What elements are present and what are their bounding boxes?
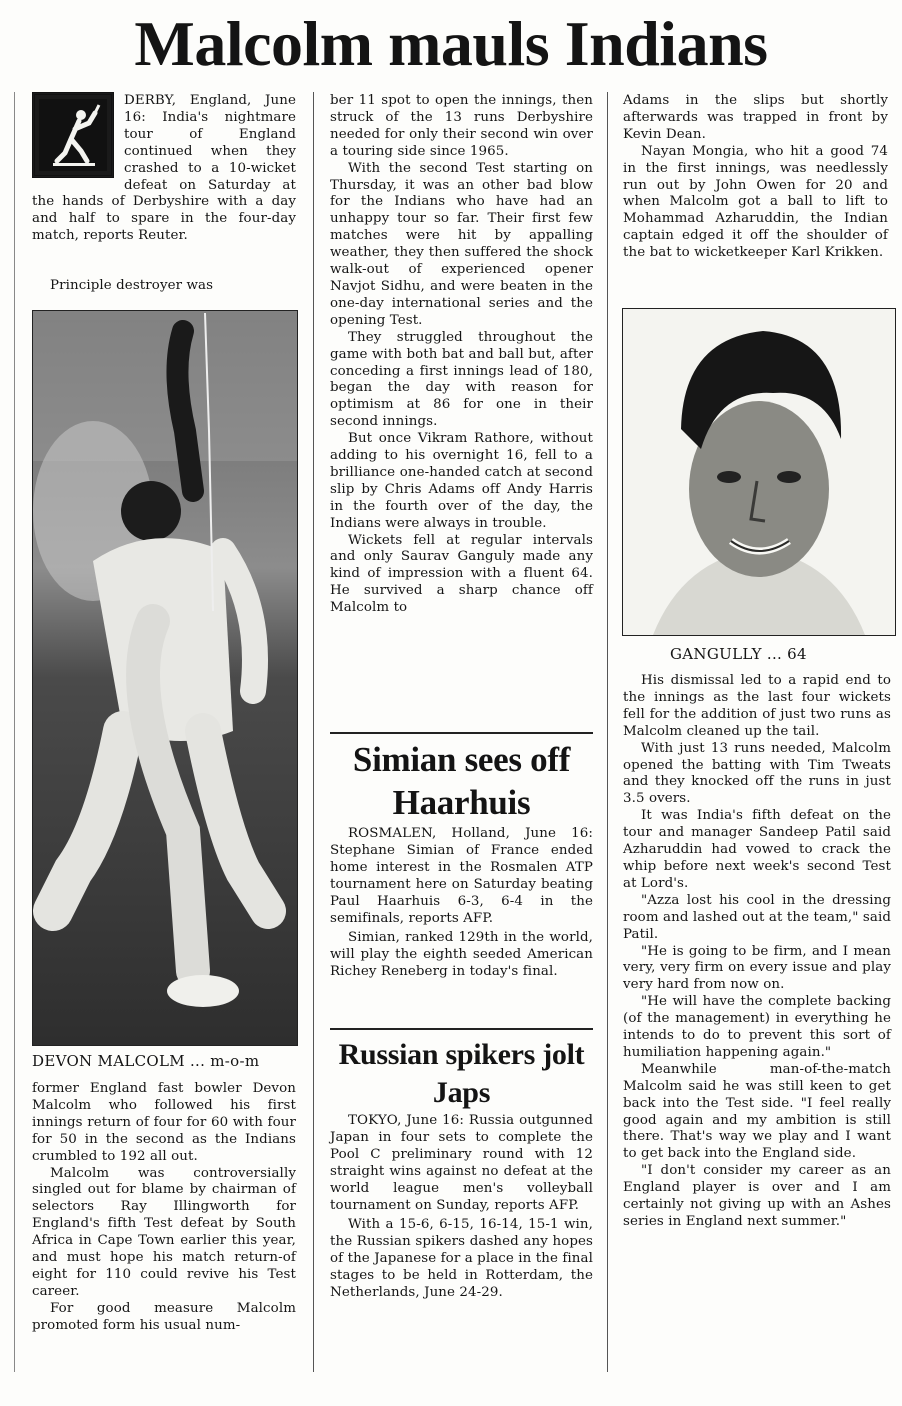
- paragraph: With a 15-6, 6-15, 16-14, 15-1 win, the Russian spikers dashed any hopes of the Japanese for a place in the final stages to be held in Rotterdam, the Netherlands, June 24-29.: [330, 1217, 593, 1301]
- story-divider: [330, 732, 593, 734]
- devon-malcolm-photo: [32, 310, 298, 1046]
- page-left-border: [14, 92, 15, 1372]
- column-1-continued: [32, 1081, 296, 1335]
- logo-wrap-spacer: [32, 93, 124, 183]
- paragraph: With the second Test starting on Thursday, it was an other bad blow for the Indians who have had an unhappy tour so far. Their first few matches were hit by appalling weather, they then suffered the shock walk-out of experienced opener Navjot Sidhu, and were beaten in the one-day international series and the opening Test.: [330, 160, 593, 328]
- story2-headline: Simian sees off Haarhuis: [352, 740, 571, 822]
- photo-caption-malcolm: DEVON MALCOLM ... m-o-m: [32, 1052, 260, 1070]
- column-1-p2: [32, 278, 296, 295]
- paragraph: For good measure Malcolm promoted form his usual num-: [32, 1300, 296, 1333]
- paragraph: But once Vikram Rathore, without adding to his overnight 16, fell to a brilliance one-handed catch at second slip by Chris Adams off Andy Harris in the fourth over of the day, the Indians were always in trouble.: [330, 431, 593, 531]
- paragraph: ROSMALEN, Holland, June 16: Stephane Simian of France ended home interest in the Rosmalen ATP tournament here on Saturday beating Paul Haarhuis 6-3, 6-4 in the semifinals, reports AFP.: [330, 826, 593, 926]
- paragraph: Malcolm was controversially singled out for blame by chairman of selectors Ray Illingworth for England's fifth Test defeat by South Africa in Cape Town earlier this year, and must hope his match return-of eight for 110 could revive his Test career.: [32, 1165, 296, 1299]
- column-3-continued: [623, 673, 891, 1231]
- paragraph: With just 13 runs needed, Malcolm opened the batting with Tim Tweats and they knocked off the runs in just 3.5 overs.: [623, 740, 891, 807]
- paragraph: "Azza lost his cool in the dressing room and lashed out at the team," said Patil.: [623, 892, 891, 942]
- paragraph: "He is going to be firm, and I mean very, very firm on every issue and play very hard from now on.: [623, 943, 891, 993]
- column-rule: [313, 92, 314, 1372]
- paragraph: Meanwhile man-of-the-match Malcolm said he was still keen to get back into the Test side. "I feel really good again and my ambition is still there. That's way we play and I want to get back into the England side.: [623, 1061, 891, 1162]
- intro-paragraph: DERBY, England, June 16: India's nightmare tour of England continued when they crashed to a 10-wicket defeat on Saturday at the hands of Derbyshire with a day and half to spare in the four-day match, reports Reuter.: [32, 93, 296, 244]
- paragraph: TOKYO, June 16: Russia outgunned Japan in four sets to complete the Pool C preliminary round with 12 straight wins against no defeat at the world league men's volleyball tournament on Sunday, reports AFP.: [330, 1113, 593, 1213]
- paragraph: "He will have the complete backing (of the management) in everything he intends to do to prevent this sort of humiliation happening again.": [623, 994, 891, 1060]
- article-intro: [32, 93, 296, 245]
- paragraph: Adams in the slips but shortly afterwards was trapped in front by Kevin Dean.: [623, 93, 888, 142]
- story-divider: [330, 1028, 593, 1030]
- paragraph: It was India's fifth defeat on the tour and manager Sandeep Patil said Azharuddin had vowed to crack the whip before next week's second Test at Lord's.: [623, 808, 891, 891]
- story3-body: [330, 1113, 593, 1302]
- paragraph: Principle destroyer was: [50, 278, 214, 293]
- paragraph: His dismissal led to a rapid end to the innings as the last four wickets fell for the addition of just two runs as Malcolm cleaned up the tail.: [623, 673, 891, 739]
- ganguly-photo: [622, 308, 896, 636]
- headline: Malcolm mauls Indians: [134, 8, 768, 79]
- column-2: [330, 93, 593, 617]
- paragraph: They struggled throughout the game with both bat and ball but, after conceding a first innings lead of 180, began the day with reason for optimism at 86 for one in their second innings.: [330, 329, 593, 430]
- paragraph: Nayan Mongia, who hit a good 74 in the first innings, was needlessly run out by John Owen for 20 and when Malcolm got a ball to lift to Mohammad Azharuddin, the Indian captain edged it off the shoulder of the bat to wicketkeeper Karl Krikken.: [623, 143, 888, 261]
- paragraph: Wickets fell at regular intervals and only Saurav Ganguly made any kind of impression with a fluent 64. He survived a sharp chance off Malcolm to: [330, 532, 593, 616]
- paragraph: Simian, ranked 129th in the world, will play the eighth seeded American Richey Reneberg in today's final.: [330, 930, 593, 980]
- paragraph: ber 11 spot to open the innings, then struck of the 13 runs Derbyshire needed for only their second win over a touring side since 1965.: [330, 93, 593, 159]
- story3-headline: Russian spikers jolt Japs: [338, 1038, 585, 1109]
- paragraph: "I don't consider my career as an England player is over and I am certainly not giving up with an Ashes series in England next summer.": [623, 1163, 891, 1229]
- paragraph: former England fast bowler Devon Malcolm who followed his first innings return of four for 60 with four for 50 in the second as the Indians crumbled to 192 all out.: [32, 1081, 296, 1164]
- column-rule: [607, 92, 608, 1372]
- photo-caption-ganguly: GANGULLY ... 64: [670, 645, 807, 663]
- story2-body: [330, 826, 593, 981]
- column-3-top: [623, 93, 888, 262]
